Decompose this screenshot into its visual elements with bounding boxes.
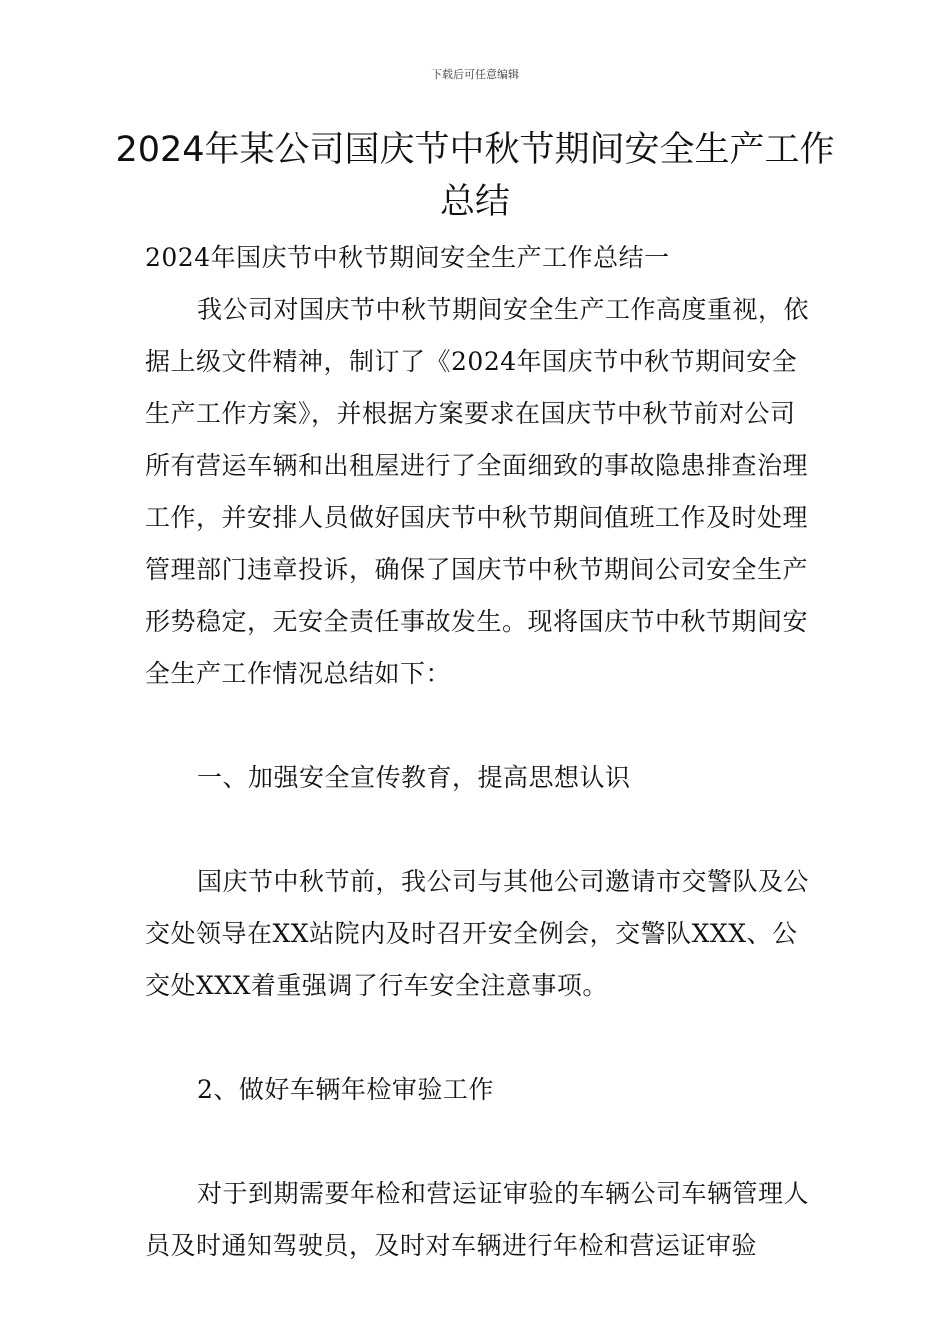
header-note: 下载后可任意编辑	[431, 68, 519, 81]
paragraph-spacer	[145, 1012, 810, 1064]
document-subtitle: 2024年国庆节中秋节期间安全生产工作总结一	[145, 243, 670, 272]
section1-paragraph: 国庆节中秋节前，我公司与其他公司邀请市交警队及公交处领导在XX站院内及时召开安全例会，交警队XXX、公交处XXX着重强调了行车安全注意事项。	[145, 867, 810, 1000]
intro-paragraph: 我公司对国庆节中秋节期间安全生产工作高度重视，依据上级文件精神，制订了《2024年国庆节中秋节期间安全生产工作方案》，并根据方案要求在国庆节中秋节前对公司所有营运车辆和出租屋进行了全面细致的事故隐患排查治理工作，并安排人员做好国庆节中秋节期间值班工作及时处理管理部门违章投诉，确保了国庆节中秋节期间公司安全生产形势稳定，无安全责任事故发生。现将国庆节中秋节期间安全生产工作情况总结如下：	[145, 295, 810, 688]
document-title: 2024年某公司国庆节中秋节期间安全生产工作总结	[115, 130, 835, 222]
section2-heading: 2、做好车辆年检审验工作	[197, 1075, 494, 1104]
document-body	[145, 232, 810, 1272]
paragraph-spacer	[145, 804, 810, 856]
paragraph-spacer	[145, 700, 810, 752]
section2-paragraph: 对于到期需要年检和营运证审验的车辆公司车辆管理人员及时通知驾驶员，及时对车辆进行年检和营运证审验	[145, 1179, 810, 1260]
section1-heading: 一、加强安全宣传教育，提高思想认识	[197, 763, 631, 792]
paragraph-spacer	[145, 1116, 810, 1168]
